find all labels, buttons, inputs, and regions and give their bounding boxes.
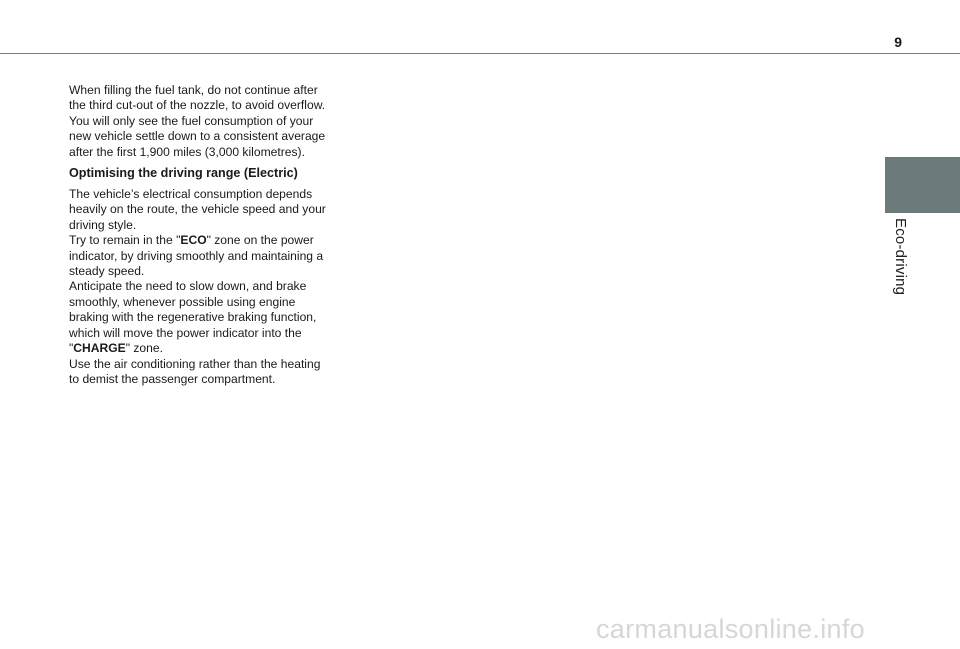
text-line: indicator, by driving smoothly and maintaining a: [69, 248, 324, 263]
body-paragraph: [69, 187, 334, 387]
text-line: after the first 1,900 miles (3,000 kilometres).: [69, 144, 305, 159]
section-label: Eco-driving: [892, 218, 909, 296]
text-line: " zone on the power: [206, 233, 314, 248]
intro-paragraph: [69, 83, 334, 160]
text-line: Try to remain in the ": [69, 233, 181, 248]
section-tab: [885, 157, 960, 213]
watermark: carmanualsonline.info: [596, 614, 865, 644]
eco-zone-label: ECO: [180, 233, 207, 248]
text-line: When filling the fuel tank, do not continue after: [69, 83, 318, 97]
text-line: to demist the passenger compartment.: [69, 371, 276, 386]
text-line: " zone.: [125, 341, 163, 356]
header-divider: [0, 53, 960, 54]
page-number: 9: [894, 34, 902, 50]
page-content: [69, 83, 334, 387]
text-line: Use the air conditioning rather than the heating: [69, 356, 321, 371]
text-line: braking with the regenerative braking function,: [69, 310, 317, 325]
text-line: the third cut-out of the nozzle, to avoid overflow.: [69, 98, 326, 113]
charge-zone-label: CHARGE: [73, 341, 126, 356]
text-line: steady speed.: [69, 264, 145, 279]
text-line: The vehicle’s electrical consumption depends: [69, 187, 313, 202]
section-heading: Optimising the driving range (Electric): [69, 166, 298, 181]
text-line: ": [69, 341, 74, 356]
text-line: smoothly, whenever possible using engine: [69, 294, 296, 309]
text-line: You will only see the fuel consumption of your: [69, 113, 314, 128]
text-line: heavily on the route, the vehicle speed and your: [69, 202, 326, 217]
text-line: driving style.: [69, 217, 137, 232]
text-line: new vehicle settle down to a consistent average: [69, 129, 326, 144]
text-line: Anticipate the need to slow down, and brake: [69, 279, 307, 294]
text-line: which will move the power indicator into the: [69, 325, 302, 340]
